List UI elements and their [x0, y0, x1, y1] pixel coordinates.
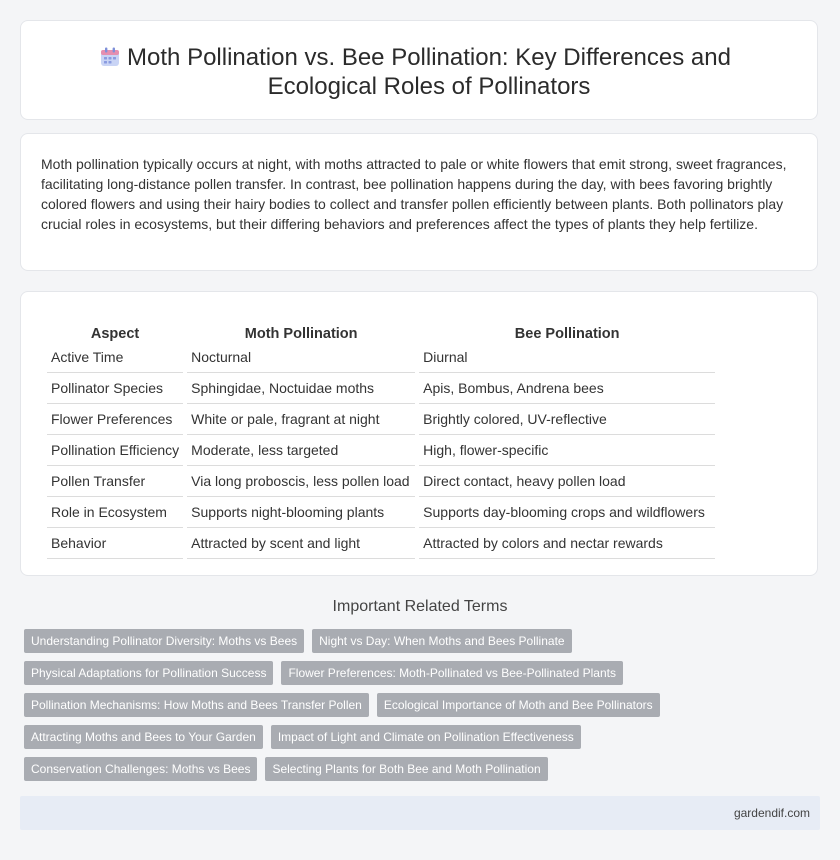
related-term-link[interactable]: Conservation Challenges: Moths vs Bees [24, 757, 257, 781]
table-row [47, 466, 715, 497]
table-cell: Nocturnal [187, 342, 415, 373]
table-row [47, 373, 715, 404]
table-cell: Direct contact, heavy pollen load [419, 466, 715, 497]
table-cell: Attracted by scent and light [187, 528, 415, 559]
related-term-link[interactable]: Flower Preferences: Moth-Pollinated vs Bee-Pollinated Plants [281, 661, 623, 685]
table-cell: Via long proboscis, less pollen load [187, 466, 415, 497]
intro-paragraph: Moth pollination typically occurs at night, with moths attracted to pale or white flowers that emit strong, sweet fragrances, facilitating long-distance pollen transfer. In contrast, bee pollination happens during the day, with bees favoring brightly colored flowers and using their hairy bodies to collect and transfer pollen efficiently between plants. Both pollinators play crucial roles in ecosystems, but their differing behaviors and preferences affect the types of plants they help fertilize. [41, 156, 787, 232]
table-cell: Active Time [47, 342, 183, 373]
table-row [47, 404, 715, 435]
table-cell: Pollinator Species [47, 373, 183, 404]
related-term-link[interactable]: Ecological Importance of Moth and Bee Pollinators [377, 693, 660, 717]
table-cell: Pollination Efficiency [47, 435, 183, 466]
table-header-bee: Bee Pollination [514, 326, 620, 342]
table-cell: Pollen Transfer [47, 466, 183, 497]
related-terms-heading: Important Related Terms [332, 598, 508, 615]
related-terms-list [24, 629, 824, 789]
tag-row [24, 693, 824, 717]
table-cell: Diurnal [419, 342, 715, 373]
comparison-table-card [20, 291, 818, 576]
related-term-link[interactable]: Understanding Pollinator Diversity: Moths vs Bees [24, 629, 304, 653]
related-term-link[interactable]: Selecting Plants for Both Bee and Moth Pollination [265, 757, 547, 781]
table-cell: Flower Preferences [47, 404, 183, 435]
tag-row [24, 757, 824, 781]
tag-row [24, 629, 824, 653]
related-term-link[interactable]: Pollination Mechanisms: How Moths and Bees Transfer Pollen [24, 693, 369, 717]
table-row [47, 497, 715, 528]
table-header-row [47, 312, 715, 342]
table-cell: Brightly colored, UV-reflective [419, 404, 715, 435]
footer [20, 796, 820, 830]
related-term-link[interactable]: Attracting Moths and Bees to Your Garden [24, 725, 263, 749]
related-term-link[interactable]: Impact of Light and Climate on Pollination Effectiveness [271, 725, 581, 749]
table-cell: Supports night-blooming plants [187, 497, 415, 528]
related-term-link[interactable]: Night vs Day: When Moths and Bees Pollinate [312, 629, 571, 653]
table-cell: High, flower-specific [419, 435, 715, 466]
intro-card [20, 133, 818, 271]
table-row [47, 435, 715, 466]
footer-site-name[interactable]: gardendif.com [733, 806, 810, 820]
table-cell: Attracted by colors and nectar rewards [419, 528, 715, 559]
table-cell: Apis, Bombus, Andrena bees [419, 373, 715, 404]
table-cell: Role in Ecosystem [47, 497, 183, 528]
table-row [47, 528, 715, 559]
table-cell: Behavior [47, 528, 183, 559]
table-header-aspect: Aspect [90, 326, 140, 342]
comparison-table [43, 312, 719, 559]
table-cell: Sphingidae, Noctuidae moths [187, 373, 415, 404]
table-header-moth: Moth Pollination [244, 326, 358, 342]
table-cell: Supports day-blooming crops and wildflowers [419, 497, 715, 528]
tag-row [24, 725, 824, 749]
page-title: Moth Pollination vs. Bee Pollination: Key Differences and Ecological Roles of Pollinators [127, 44, 731, 100]
related-term-link[interactable]: Physical Adaptations for Pollination Success [24, 661, 273, 685]
header-card [20, 20, 818, 120]
tag-row [24, 661, 824, 685]
table-cell: Moderate, less targeted [187, 435, 415, 466]
table-cell: White or pale, fragrant at night [187, 404, 415, 435]
table-row [47, 342, 715, 373]
